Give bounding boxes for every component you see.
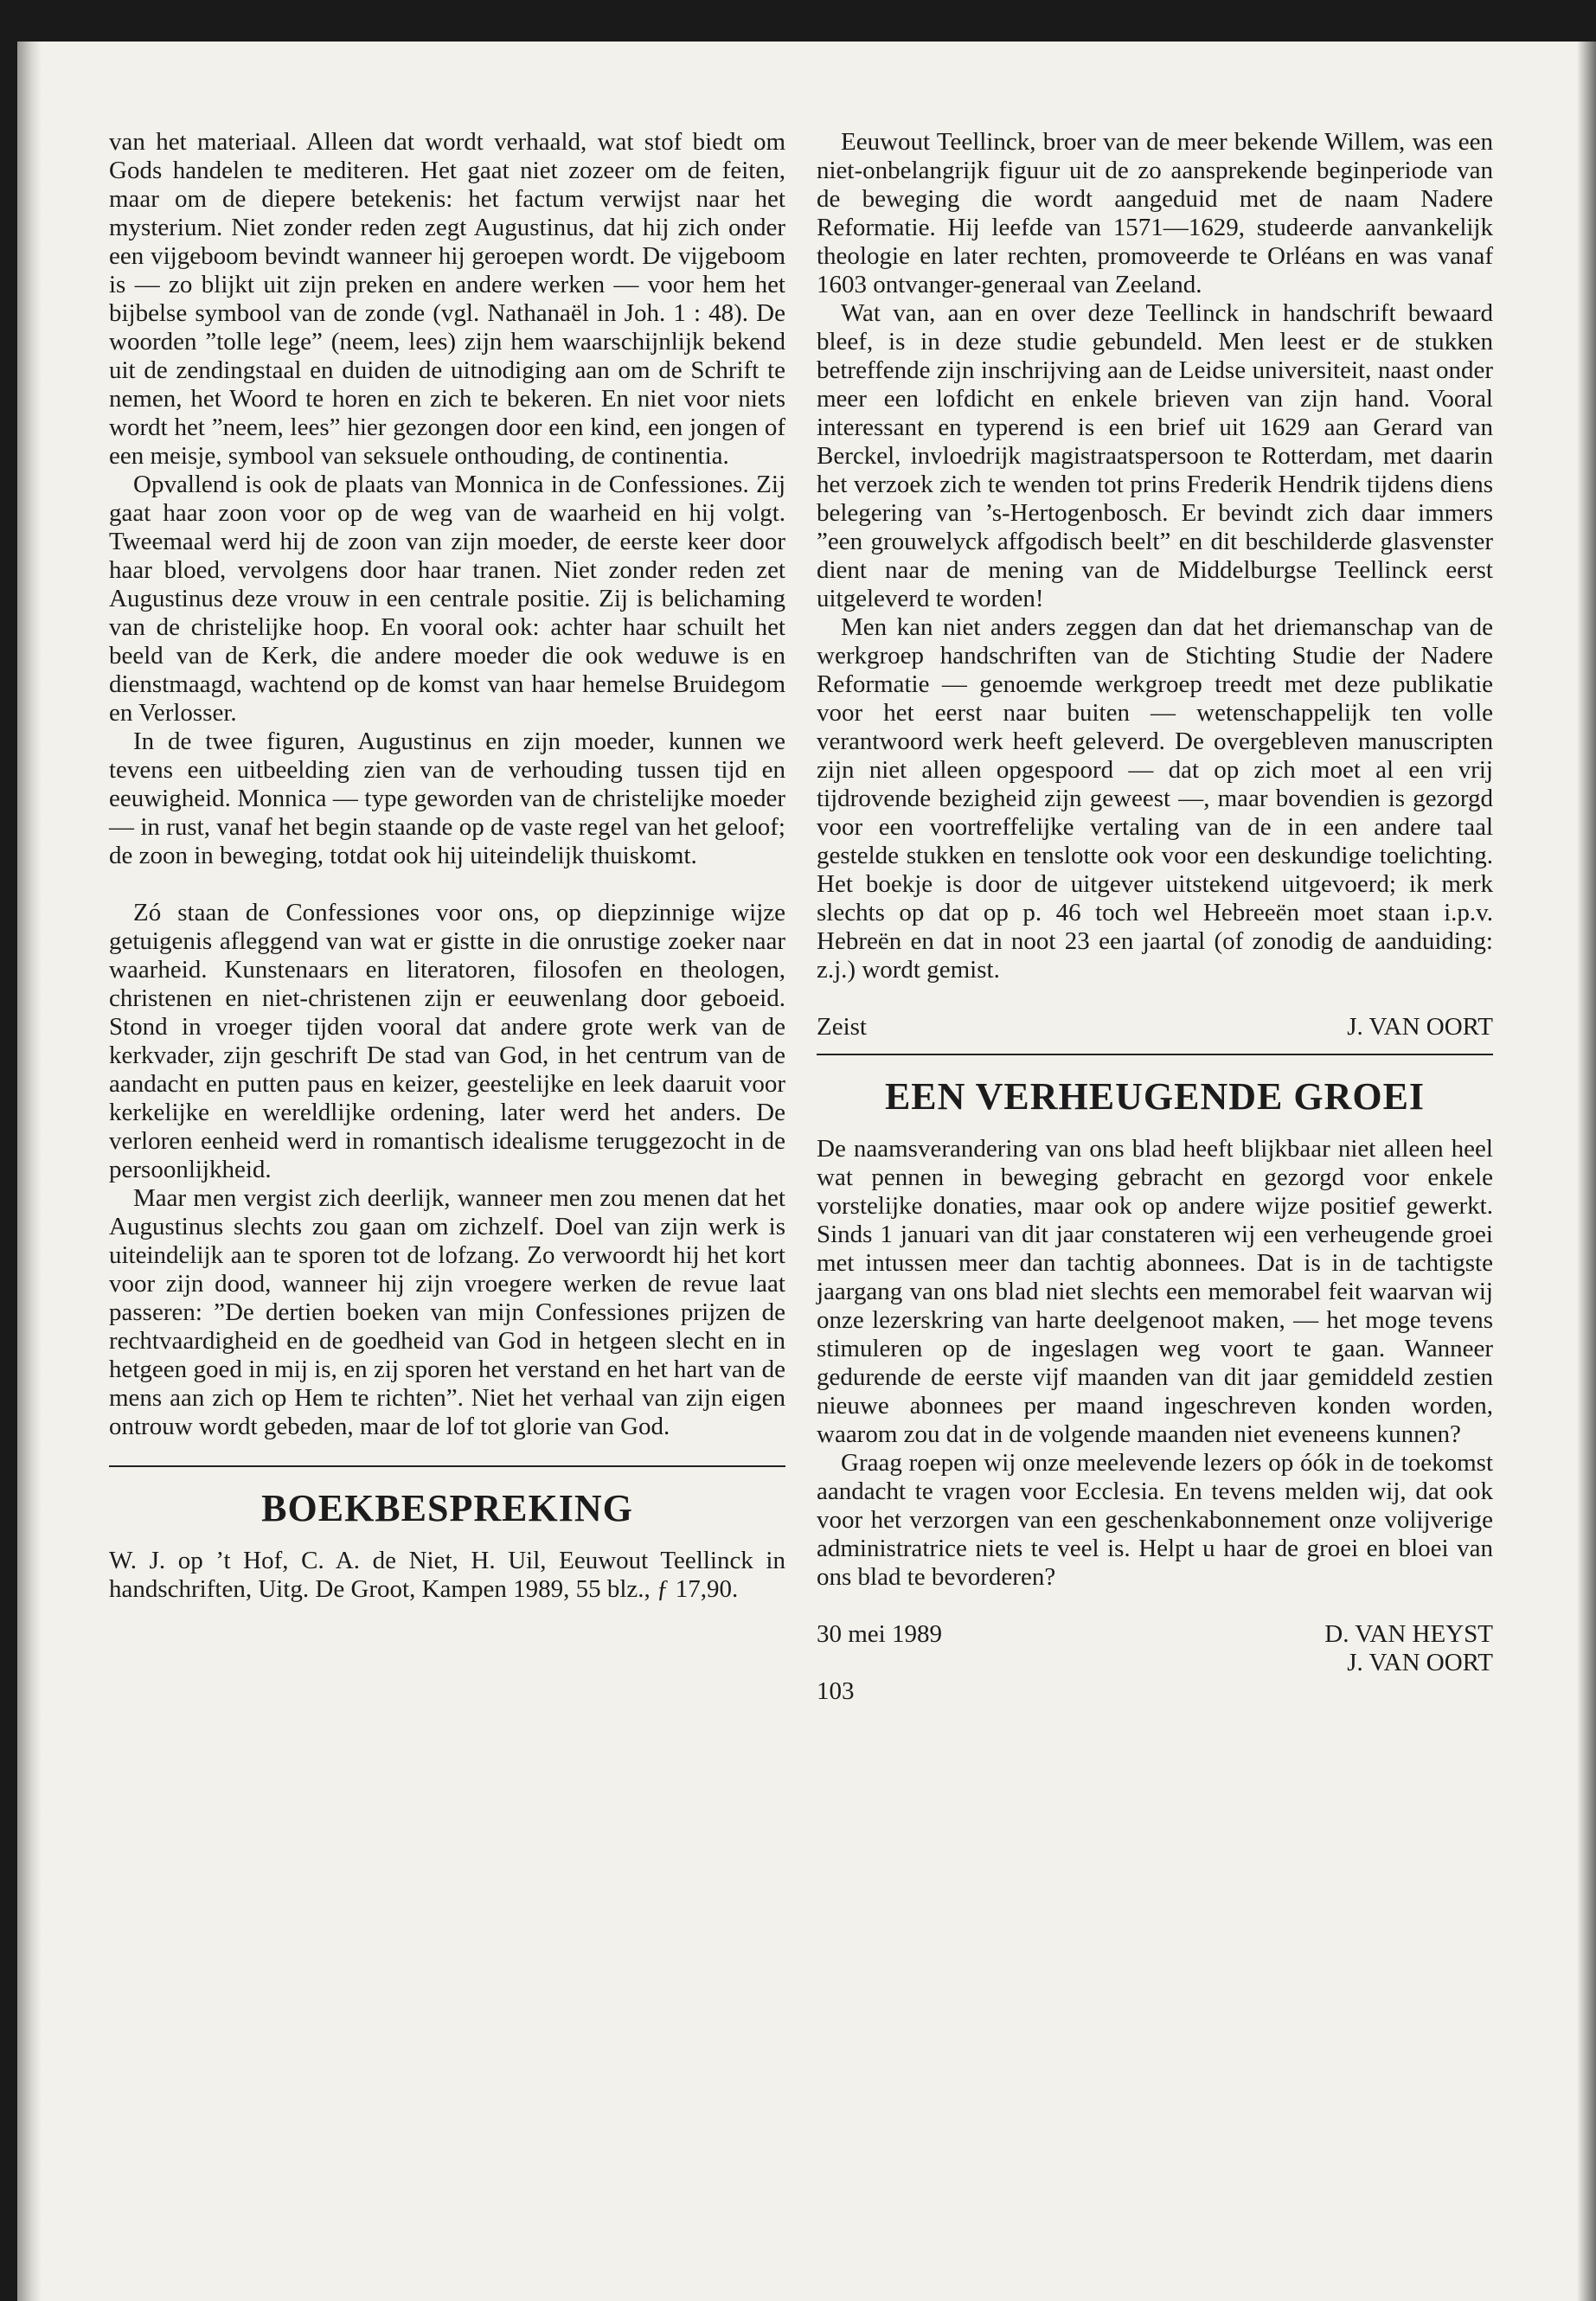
paragraph: van het materiaal. Alleen dat wordt verhaald, wat stof biedt om Gods handelen te mediteren. Het gaat niet zozeer om de feiten, maar om de diepere betekenis: het factum verwijst naar het mysterium. Niet zonder reden zegt Augustinus, dat hij zich onder een vijgeboom bevindt wanneer hij geroepen wordt. De vijgeboom is — zo blijkt uit zijn preken en andere werken — voor hem het bijbelse symbool van de zonde (vgl. Nathanaël in Joh. 1 : 48). De woorden ”tolle lege” (neem, lees) zijn hem waarschijnlijk bekend uit de zendingstaal en duiden de uitnodiging aan om de Schrift te nemen, het Woord te horen en zich te bekeren. En niet voor niets wordt het ”neem, lees” hier gezongen door een kind, een jongen of een meisje, symbool van seksuele onthouding, de continentia. xyxy=(109,128,785,470)
page-edge-shadow xyxy=(1577,42,1596,2301)
paragraph: Opvallend is ook de plaats van Monnica in de Confessiones. Zij gaat haar zoon voor op de weg van de waarheid en hij volgt. Tweemaal werd hij de zoon van zijn moeder, de eerste keer door haar bloed, vervolgens door haar tranen. Niet zonder reden zet Augustinus deze vrouw in een centrale positie. Zij is belichaming van de christelijke hoop. En vooral ook: achter haar schuilt het beeld van de Kerk, die andere moeder die ook weduwe is en dienstmaagd, wachtend op de komst van haar hemelse Bruidegom en Verlosser. xyxy=(109,471,785,727)
signature-date: 30 mei 1989 xyxy=(817,1620,942,1648)
section-divider xyxy=(109,1465,785,1467)
announcement-signature xyxy=(817,1620,1493,1677)
signature-name: J. VAN OORT xyxy=(1347,1013,1493,1041)
paragraph: Eeuwout Teellinck, broer van de meer bekende Willem, was een niet-onbelangrijk figuur uit de zo aansprekende beginperiode van de beweging die wordt aangeduid met de naam Nadere Reformatie. Hij leefde van 1571—1629, studeerde aanvankelijk theologie en later rechten, promoveerde te Orléans en was vanaf 1603 ontvanger-generaal van Zeeland. xyxy=(817,128,1493,298)
section-divider xyxy=(817,1054,1493,1055)
paragraph: In de twee figuren, Augustinus en zijn moeder, kunnen we tevens een uitbeelding zien van de verhouding tussen tijd en eeuwigheid. Monnica — type geworden van de christelijke moeder — in rust, vanaf het begin staande op de vaste regel van het geloof; de zoon in beweging, totdat ook hij uiteindelijk thuiskomt. xyxy=(109,727,785,869)
signature-name: D. VAN HEYST xyxy=(1324,1620,1493,1648)
signature-place: Zeist xyxy=(817,1013,867,1041)
book-reference: W. J. op ’t Hof, C. A. de Niet, H. Uil, Eeuwout Teellinck in handschriften, Uitg. De Groot, Kampen 1989, 55 blz., ƒ 17,90. xyxy=(109,1547,785,1603)
section-heading: BOEKBESPREKING xyxy=(261,1487,633,1529)
signature-names xyxy=(1324,1620,1493,1677)
paragraph: Maar men vergist zich deerlijk, wanneer men zou menen dat het Augustinus slechts zou gaan om zichzelf. Doel van zijn werk is uiteindelijk aan te sporen tot de lofzang. Zo verwoordt hij het kort voor zijn dood, wanneer hij zijn vroegere werken de revue laat passeren: ”De dertien boeken van mijn Confessiones prijzen de rechtvaardigheid en de goedheid van God in hetgeen slecht en in hetgeen goed in mij is, en zij sporen het verstand en het hart van de mens aan zich op Hem te richten”. Niet het verhaal van zijn eigen ontrouw wordt gebeden, maar de lof tot glorie van God. xyxy=(109,1184,785,1440)
left-column xyxy=(109,128,785,1604)
paragraph: Zó staan de Confessiones voor ons, op diepzinnige wijze getuigenis afleggend van wat er gistte in die onrustige zoeker naar waarheid. Kunstenaars en literatoren, filosofen en theologen, christenen en niet-christenen zijn er eeuwenlang door geboeid. Stond in vroeger tijden vooral dat andere grote werk van de kerkvader, zijn geschrift De stad van God, in het centrum van de aandacht en putten paus en keizer, geestelijke en leek daaruit voor kerkelijke en wereldlijke ordening, later werd het anders. De verloren eenheid werd in romantisch idealisme teruggezocht in de persoonlijkheid. xyxy=(109,899,785,1183)
signature-name: J. VAN OORT xyxy=(1347,1649,1493,1676)
scanned-page xyxy=(17,42,1596,2301)
paragraph: Graag roepen wij onze meelevende lezers op óók in de toekomst aandacht te vragen voor Ecclesia. En tevens melden wij, dat ook voor het verzorgen van een geschenkabonnement onze volijverige administratrice niets te veel is. Helpt u haar de groei en bloei van ons blad te bevorderen? xyxy=(817,1449,1493,1591)
paragraph: Wat van, aan en over deze Teellinck in handschrift bewaard bleef, is in deze studie gebundeld. Men leest er de stukken betreffende zijn inschrijving aan de Leidse universiteit, naast onder meer een lofdicht en enkele brieven van zijn hand. Vooral interessant en typerend is een brief uit 1629 aan Gerard van Berckel, invloedrijk magistraatspersoon te Rotterdam, met daarin het verzoek zich te wenden tot prins Frederik Hendrik tijdens diens belegering van ’s-Hertogenbosch. Er bevindt zich daar immers ”een grouwelyck affgodisch beelt” en dit beschilderde glasvenster dient naar de mening van de Middelburgse Teellinck eerst uitgeleverd te worden! xyxy=(817,299,1493,612)
page-number: 103 xyxy=(817,1677,855,1705)
paragraph: De naamsverandering van ons blad heeft blijkbaar niet alleen heel wat pennen in beweging gebracht en gezorgd voor enkele vorstelijke donaties, maar ook op andere wijze positief gewerkt. Sinds 1 januari van dit jaar constateren wij een verheugende groei met intussen meer dan tachtig abonnees. Dat is in de tachtigste jaargang van ons blad niet slechts een memorabel feit waarvan wij onze lezerskring van harte deelgenoot maken, — het moge tevens stimuleren op de ingeslagen weg voort te gaan. Wanneer gedurende de eerste vijf maanden van dit jaar gemiddeld zestien nieuwe abonnees per maand ingeschreven konden worden, waarom zou dat in de volgende maanden niet eveneens kunnen? xyxy=(817,1135,1493,1448)
binding-shadow xyxy=(17,42,42,2301)
section-heading: EEN VERHEUGENDE GROEI xyxy=(884,1075,1426,1118)
review-signature xyxy=(817,1013,1493,1042)
right-column xyxy=(817,128,1493,1706)
paragraph: Men kan niet anders zeggen dan dat het driemanschap van de werkgroep handschriften van de Stichting Studie der Nadere Reformatie — genoemde werkgroep treedt met deze publikatie voor het eerst naar buiten — wetenschappelijk ten volle verantwoord werk heeft geleverd. De overgebleven manuscripten zijn niet alleen opgespoord — dat op zich moet al een vrij tijdrovende bezigheid zijn geweest —, maar bovendien is gezorgd voor een voortreffelijke vertaling van de in een andere taal gestelde stukken en tenslotte ook voor een deskundige toelichting. Het boekje is door de uitgever uitstekend uitgevoerd; ik merk slechts op dat op p. 46 toch wel Hebreeën moet staan i.p.v. Hebreën en dat in noot 23 een jaartal (of zonodig de aanduiding: z.j.) wordt gemist. xyxy=(817,613,1493,984)
